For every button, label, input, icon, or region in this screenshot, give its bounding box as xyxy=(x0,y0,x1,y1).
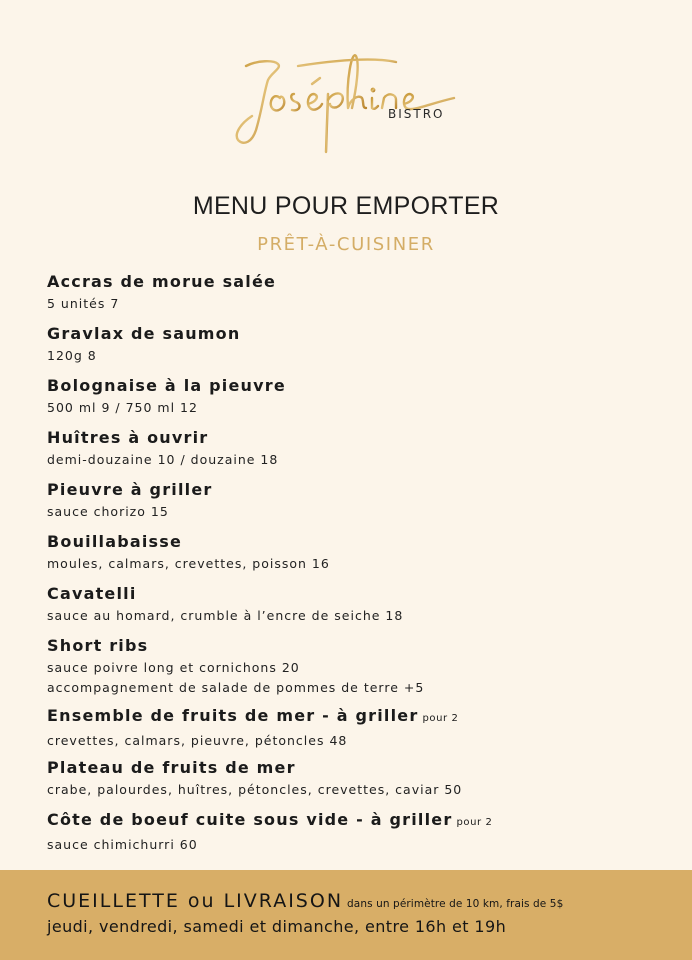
footer-headline: CUEILLETTE ou LIVRAISON xyxy=(47,890,344,912)
menu-item xyxy=(47,270,667,322)
menu-item xyxy=(47,582,667,634)
menu-item-name: Pieuvre à griller xyxy=(47,480,213,499)
footer-headline-line xyxy=(47,890,563,912)
brand-logo xyxy=(228,20,478,170)
menu-items xyxy=(47,270,667,860)
menu-item-detail: 5 unités 7 xyxy=(47,296,120,311)
menu-item xyxy=(47,530,667,582)
menu-item-name: Accras de morue salée xyxy=(47,272,277,291)
menu-item-tag: pour 2 xyxy=(456,817,493,828)
menu-item xyxy=(47,756,667,808)
menu-item-detail: sauce au homard, crumble à l’encre de seiche 18 xyxy=(47,608,404,623)
menu-item-name-text: Ensemble de fruits de mer - à griller xyxy=(47,706,419,725)
menu-item-detail: demi-douzaine 10 / douzaine 18 xyxy=(47,452,279,467)
menu-item-name: Short ribs xyxy=(47,636,149,655)
menu-item xyxy=(47,634,667,704)
page-subtitle: PRÊT-À-CUISINER xyxy=(257,234,435,255)
menu-item-detail: crevettes, calmars, pieuvre, pétoncles 48 xyxy=(47,733,348,748)
page-title: MENU POUR EMPORTER xyxy=(192,192,500,220)
menu-item-name: Plateau de fruits de mer xyxy=(47,758,296,777)
menu-item-detail: sauce chorizo 15 xyxy=(47,504,169,519)
menu-item-detail: sauce poivre long et cornichons 20 xyxy=(47,660,300,675)
menu-item-detail: sauce chimichurri 60 xyxy=(47,837,198,852)
menu-item-name: Huîtres à ouvrir xyxy=(47,428,209,447)
brand-script-wordmark xyxy=(228,20,478,170)
menu-item-detail: 500 ml 9 / 750 ml 12 xyxy=(47,400,198,415)
menu-item-tag: pour 2 xyxy=(422,713,459,724)
menu-item xyxy=(47,478,667,530)
footer-hours: jeudi, vendredi, samedi et dimanche, entre 16h et 19h xyxy=(47,917,507,936)
brand-subtitle: BISTRO xyxy=(388,107,445,121)
menu-item-name: Bolognaise à la pieuvre xyxy=(47,376,286,395)
menu-item-name xyxy=(47,808,667,835)
menu-item xyxy=(47,322,667,374)
menu-item-detail: accompagnement de salade de pommes de terre +5 xyxy=(47,680,425,695)
footer-banner xyxy=(0,870,692,960)
menu-item xyxy=(47,704,667,756)
footer-note: dans un périmètre de 10 km, frais de 5$ xyxy=(347,898,564,910)
menu-item-name: Gravlax de saumon xyxy=(47,324,241,343)
menu-item xyxy=(47,426,667,478)
menu-item-detail: moules, calmars, crevettes, poisson 16 xyxy=(47,556,330,571)
menu-item-name: Bouillabaisse xyxy=(47,532,183,551)
menu-item xyxy=(47,374,667,426)
menu-item-detail: 120g 8 xyxy=(47,348,97,363)
menu-item-detail: crabe, palourdes, huîtres, pétoncles, crevettes, caviar 50 xyxy=(47,782,463,797)
menu-item xyxy=(47,808,667,860)
menu-item-name xyxy=(47,704,667,731)
menu-item-name-text: Côte de boeuf cuite sous vide - à griller xyxy=(47,810,453,829)
menu-item-name: Cavatelli xyxy=(47,584,137,603)
